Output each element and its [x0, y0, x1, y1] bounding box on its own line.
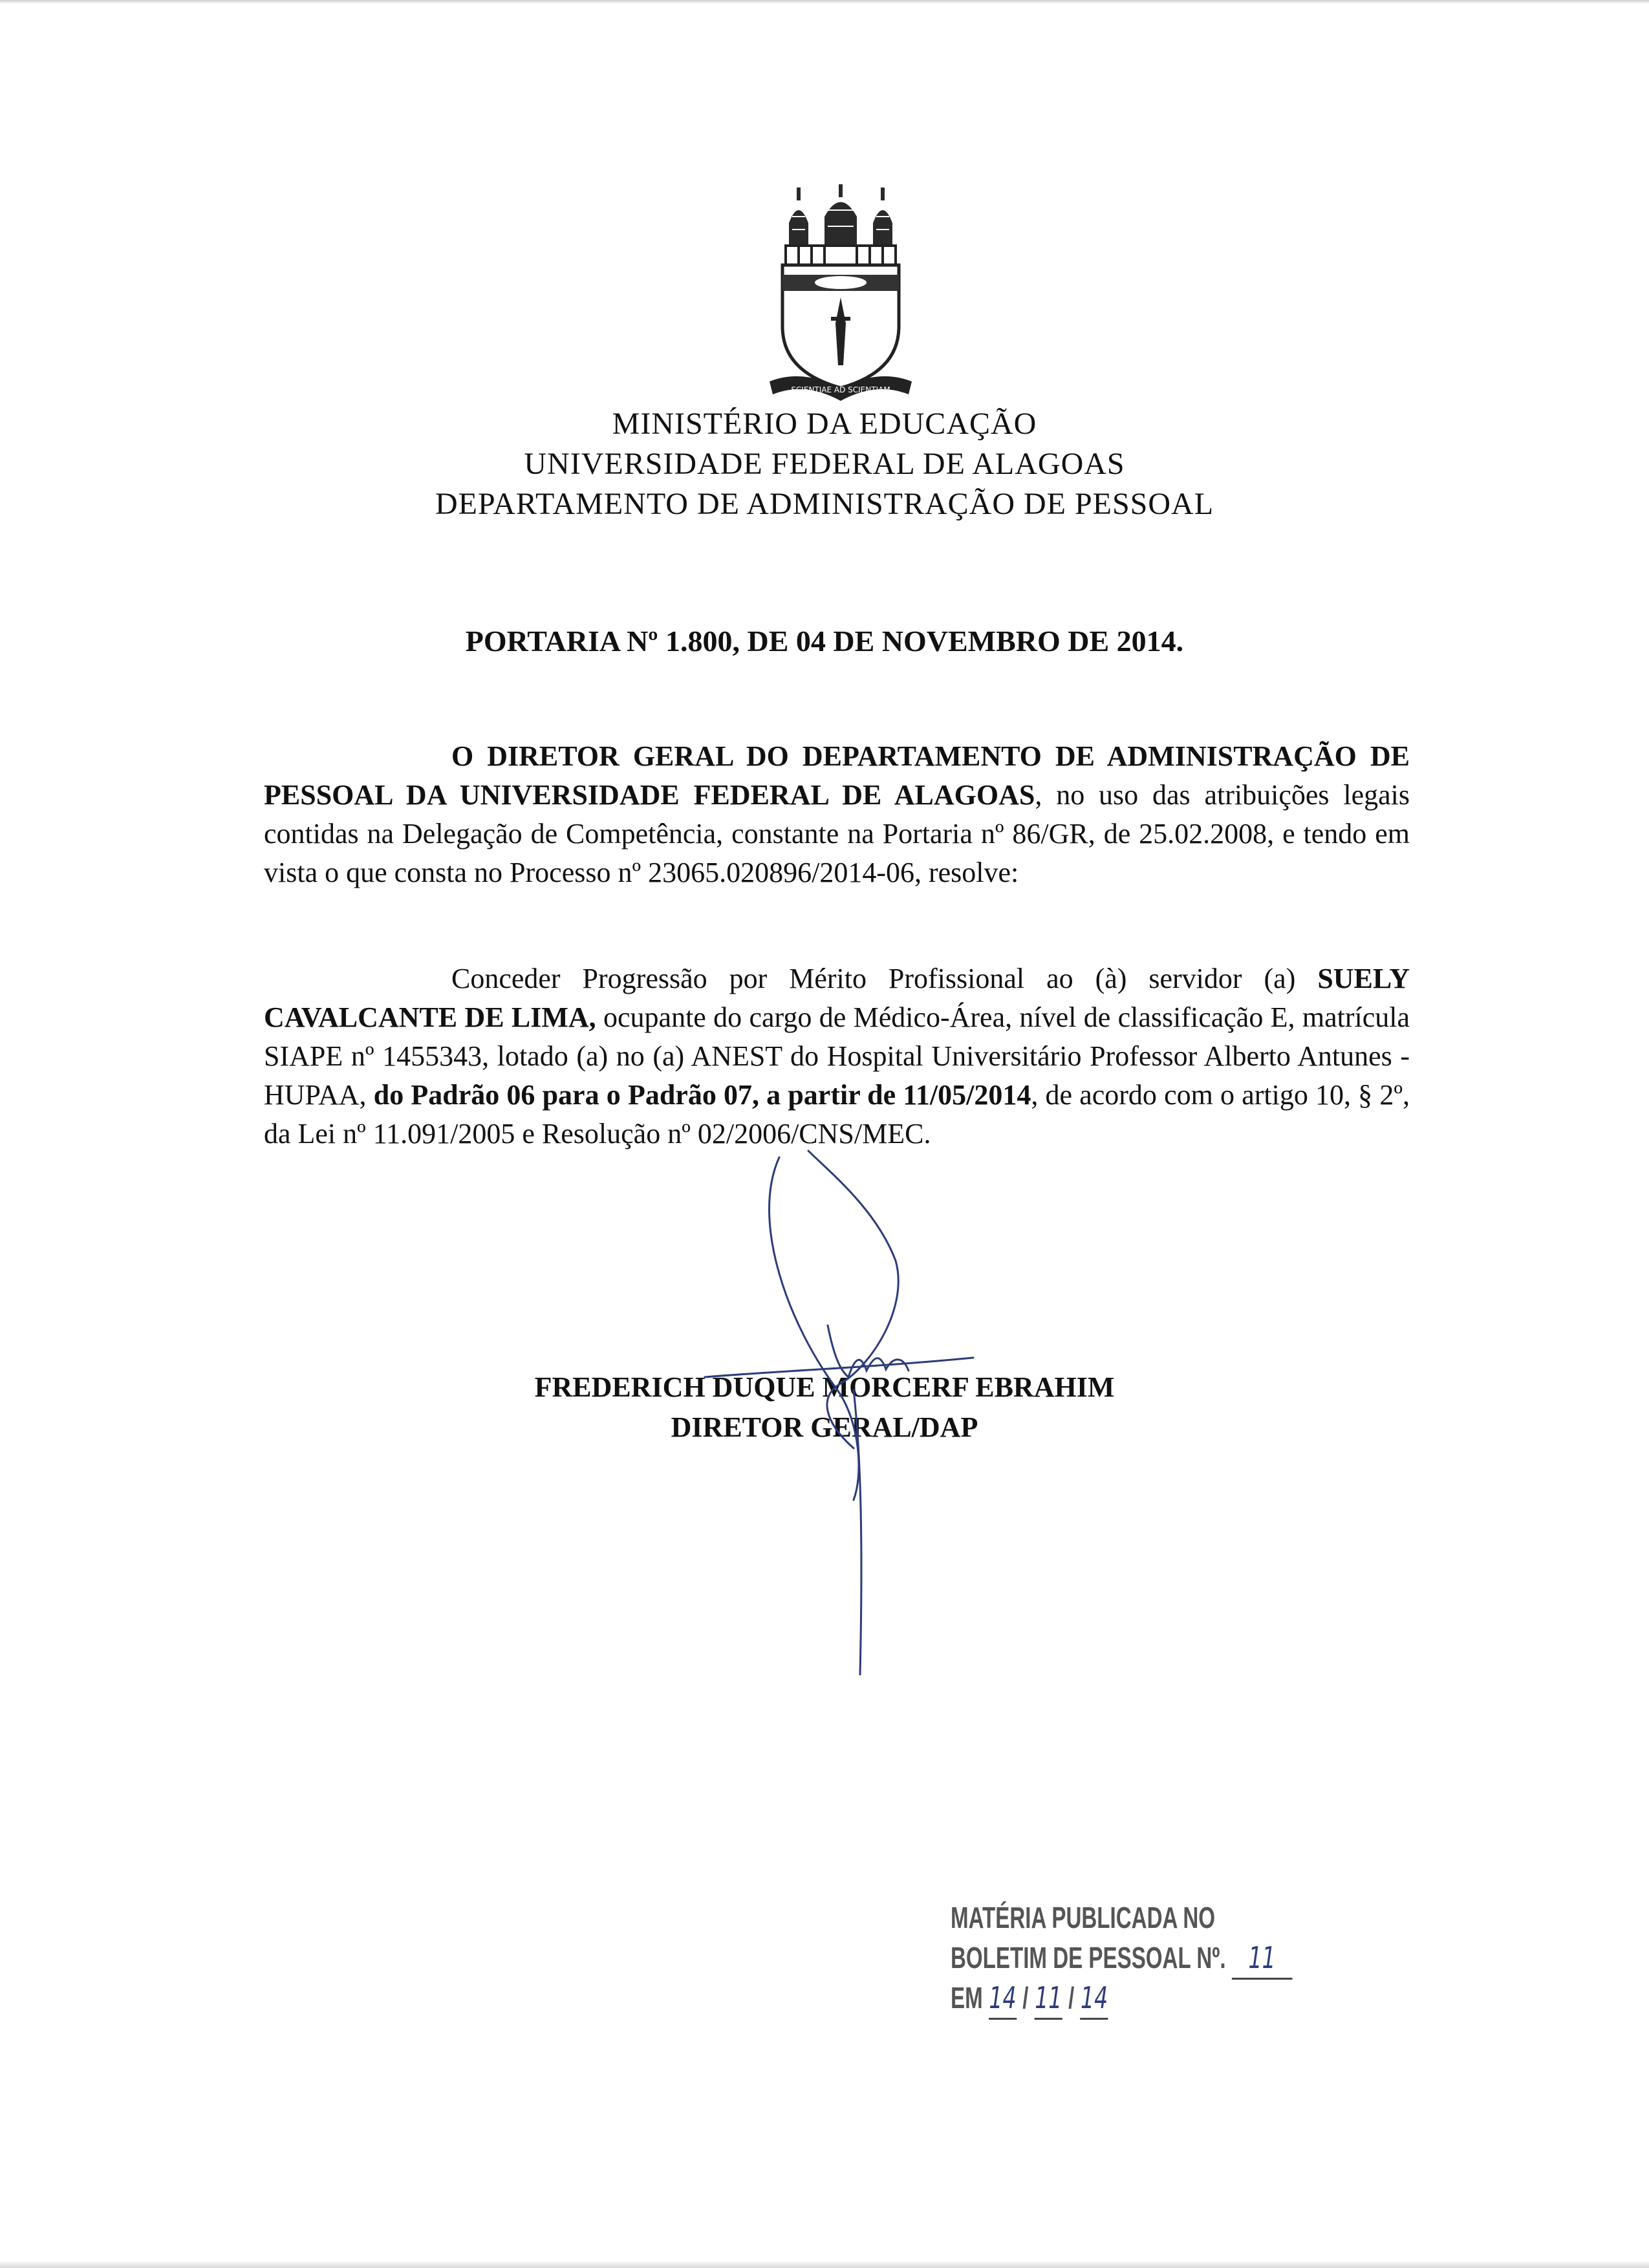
- stamp-date-month: 11: [1035, 1978, 1062, 2020]
- handwritten-signature: [679, 1112, 1002, 1694]
- institution-header: [0, 404, 1649, 524]
- scan-edge-top: [0, 0, 1649, 4]
- header-department: DEPARTAMENTO DE ADMINISTRAÇÃO DE PESSOAL: [435, 487, 1214, 521]
- preamble-authority: O DIRETOR GERAL DO DEPARTAMENTO DE ADMINISTRAÇÃO DE PESSOAL DA UNIVERSIDADE FEDERAL DE ALAGOAS: [264, 740, 1410, 811]
- stamp-line-bulletin: [951, 1938, 1276, 1978]
- signatory-name: FREDERICH DUQUE MORCERF EBRAHIM: [534, 1371, 1115, 1403]
- stamp-bulletin-number: 11: [1232, 1938, 1293, 1980]
- stamp-bulletin-label: BOLETIM DE PESSOAL Nº.: [951, 1941, 1226, 1974]
- university-crest-icon: [763, 184, 918, 404]
- stamp-date-day: 14: [989, 1978, 1017, 2020]
- resolution-intro: Conceder Progressão por Mérito Profissional ao (à) servidor (a): [451, 963, 1318, 994]
- stamp-date-year: 14: [1080, 1978, 1108, 2020]
- signatory-title: DIRETOR GERAL/DAP: [671, 1411, 978, 1443]
- preamble-text: , no uso das atribuições legais contidas na Delegação de Competência, constante na Portaria nº 86/GR, de 25.02.2008, e tendo em vista o que consta no Processo nº 23065.020896/2014-06, resolve:: [264, 779, 1410, 888]
- stamp-date-label: EM: [951, 1981, 983, 2015]
- employee-name: SUELY CAVALCANTE DE LIMA,: [264, 963, 1410, 1033]
- preamble-paragraph: [264, 737, 1410, 892]
- ordinance-title: PORTARIA Nº 1.800, DE 04 DE NOVEMBRO DE 2014.: [465, 625, 1184, 658]
- stamp-line-date: EM 14 / 11 / 14: [951, 1978, 1211, 2018]
- crest-motto: SCIENTIAE AD SCIENTIAM: [791, 385, 890, 394]
- header-ministry: MINISTÉRIO DA EDUCAÇÃO: [612, 407, 1037, 441]
- progression-change: do Padrão 06 para o Padrão 07, a partir de 11/05/2014: [373, 1079, 1031, 1111]
- stamp-line-published: MATÉRIA PUBLICADA NO: [951, 1901, 1216, 1934]
- scan-edge-bottom: [0, 2260, 1649, 2268]
- header-university: UNIVERSIDADE FEDERAL DE ALAGOAS: [524, 447, 1125, 481]
- resolution-details: ocupante do cargo de Médico-Área, nível de classificação E, matrícula SIAPE nº 1455343, lotado (a) no (a) ANEST do Hospital Universitário Professor Alberto Antunes - HUPAA,: [264, 1001, 1410, 1111]
- resolution-legal-basis: , de acordo com o artigo 10, § 2º, da Lei nº 11.091/2005 e Resolução nº 02/2006/CNS/MEC.: [264, 1079, 1410, 1150]
- publication-stamp: [951, 1898, 1276, 2018]
